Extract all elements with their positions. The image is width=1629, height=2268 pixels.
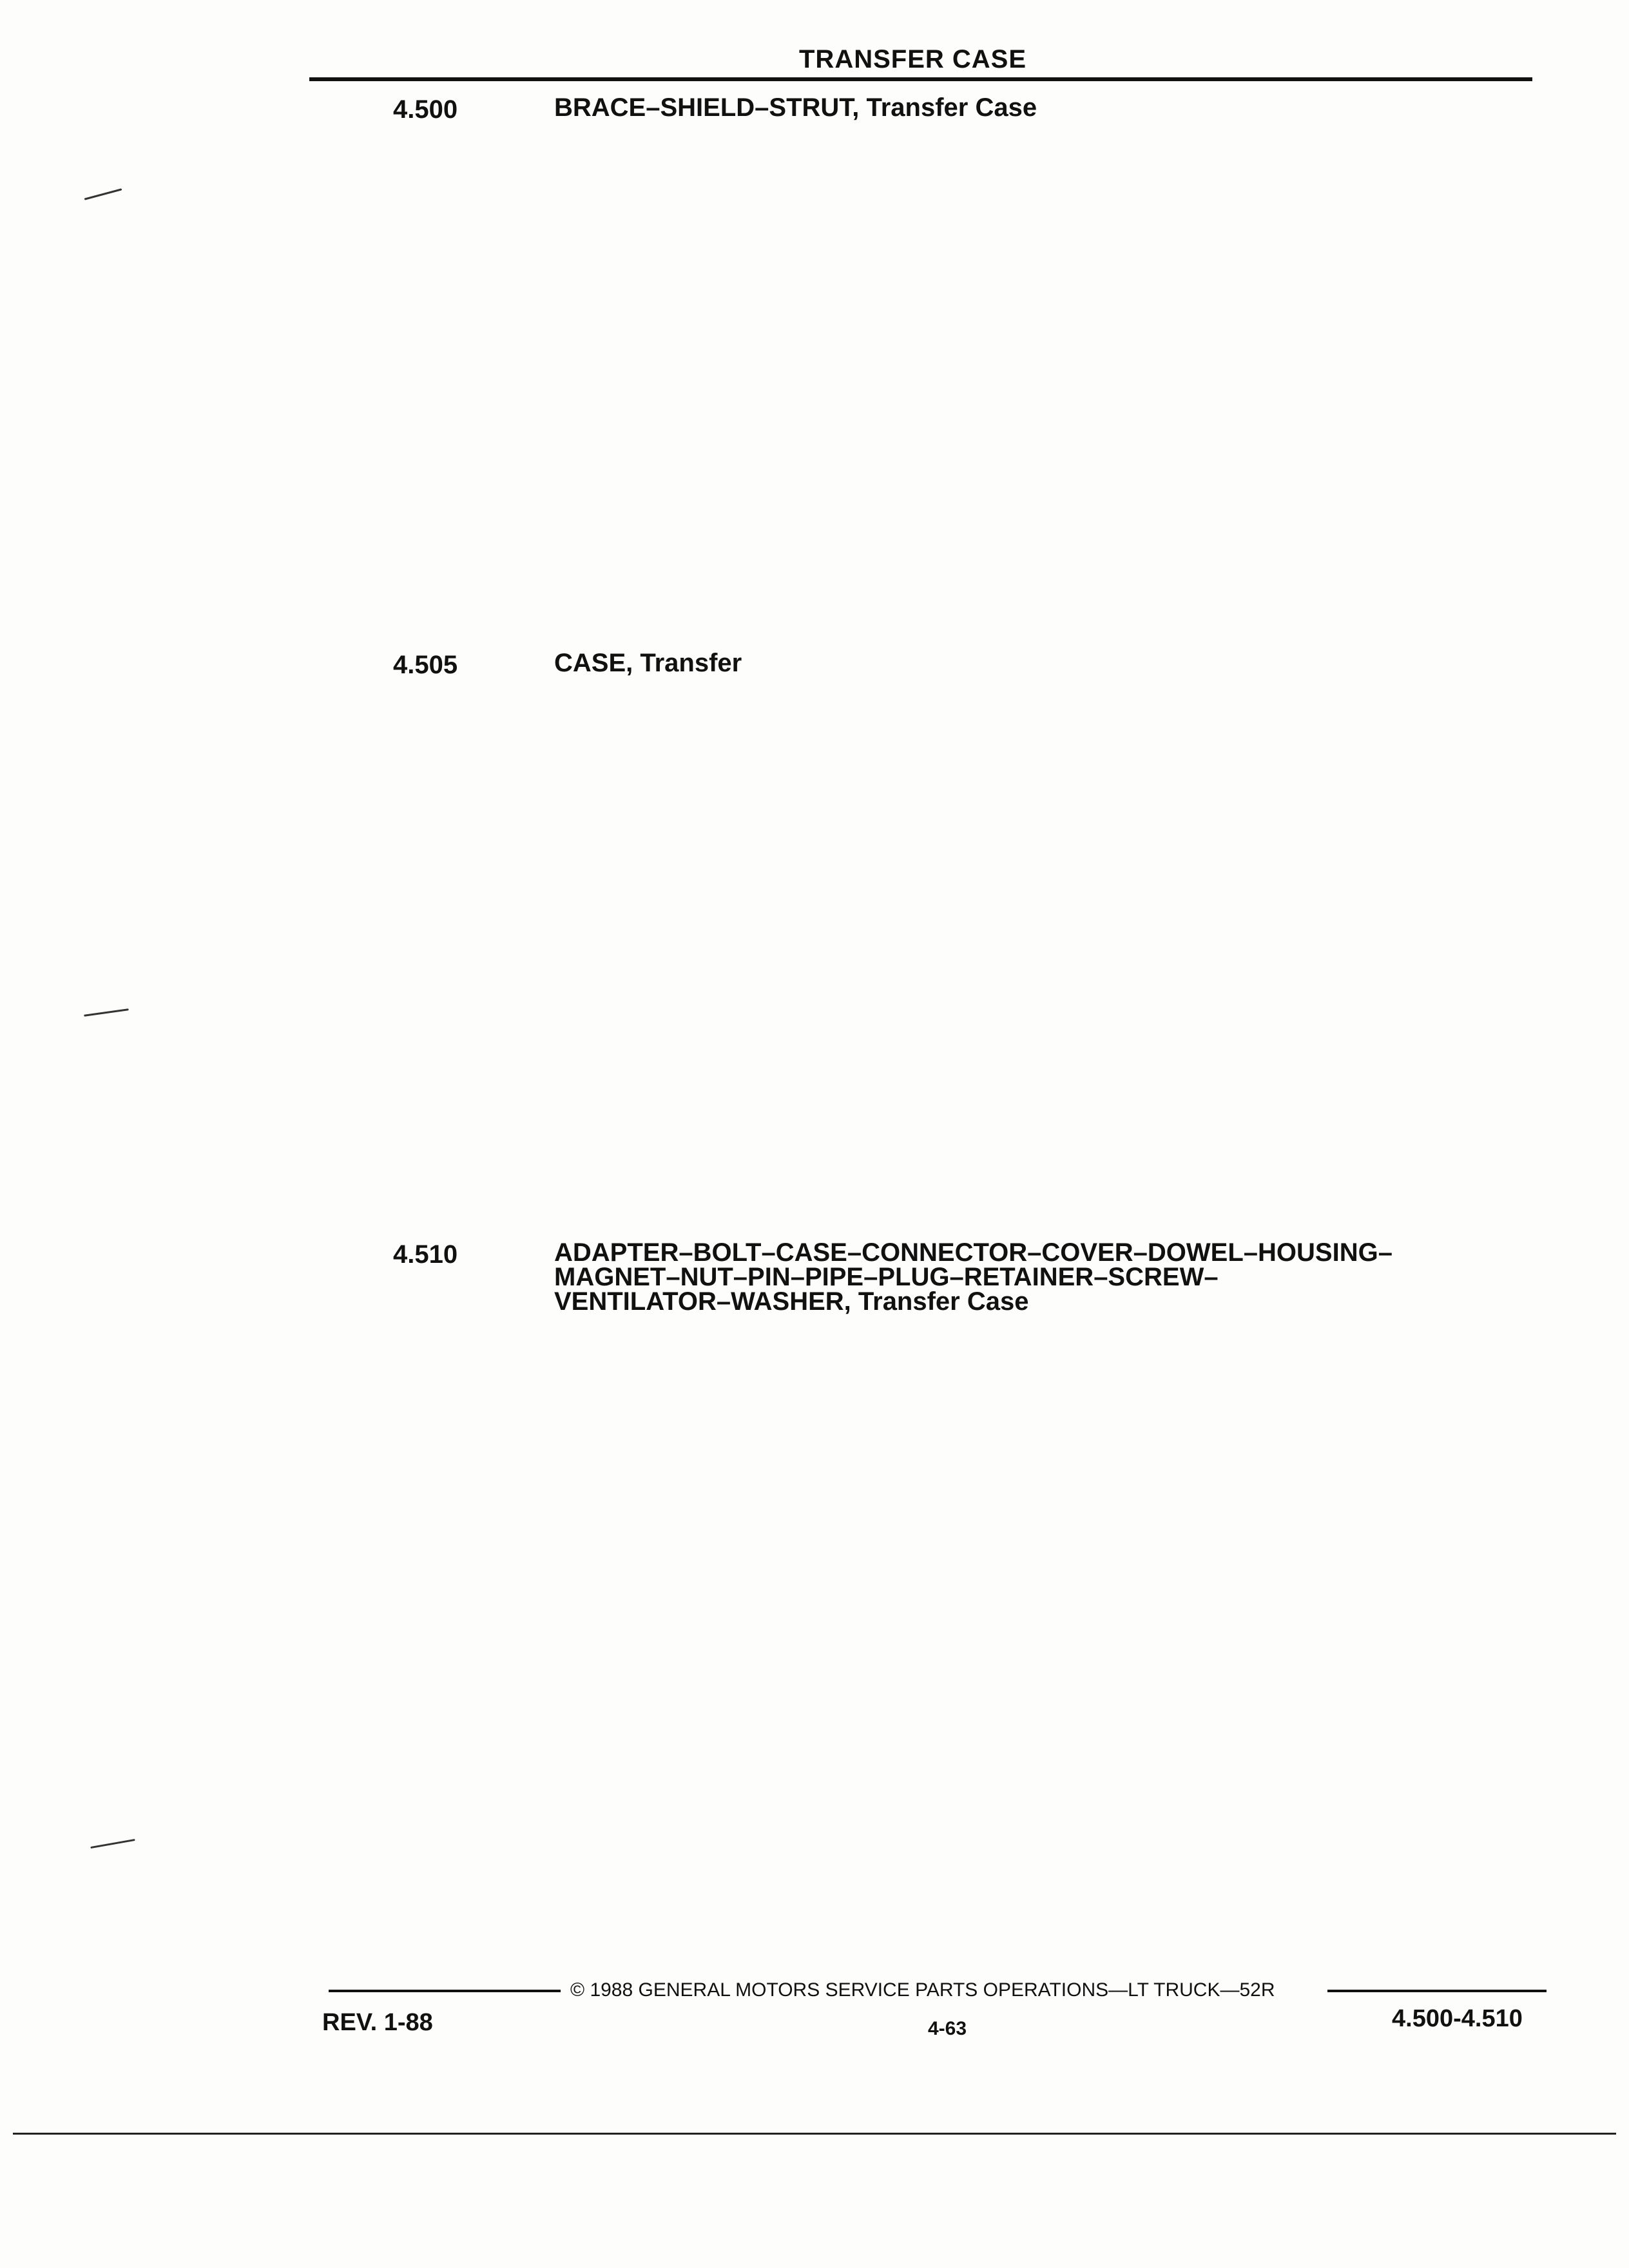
section-range: 4.500-4.510 bbox=[1392, 2005, 1523, 2032]
section-4.500 bbox=[309, 95, 1590, 675]
section-number: 4.505 bbox=[393, 651, 458, 679]
section-4.505 bbox=[309, 651, 1590, 1231]
footer-rule-left bbox=[329, 1990, 561, 1992]
footer-copyright: © 1988 GENERAL MOTORS SERVICE PARTS OPERATIONS—LT TRUCK—52R bbox=[570, 1979, 1275, 2001]
margin-mark bbox=[84, 188, 122, 200]
scan-edge-line bbox=[13, 2133, 1616, 2135]
margin-mark bbox=[84, 1008, 129, 1017]
section-number: 4.500 bbox=[393, 95, 458, 124]
section-title: BRACE–SHIELD–STRUT, Transfer Case bbox=[554, 93, 1037, 122]
section-number: 4.510 bbox=[393, 1240, 458, 1269]
section-4.510 bbox=[309, 1240, 1590, 1820]
margin-mark bbox=[90, 1839, 135, 1849]
section-title: CASE, Transfer bbox=[554, 649, 742, 677]
page-number: 4-63 bbox=[928, 2018, 967, 2039]
revision-label: REV. 1-88 bbox=[322, 2009, 433, 2036]
page-header bbox=[309, 45, 1532, 81]
footer-rule-right bbox=[1327, 1990, 1547, 1992]
page-title: TRANSFER CASE bbox=[799, 45, 1027, 73]
section-title: ADAPTER–BOLT–CASE–CONNECTOR–COVER–DOWEL–HOUSING– MAGNET–NUT–PIN–PIPE–PLUG–RETAINER–SCREW– VENTILATOR–WASHER, Transfer Case bbox=[554, 1238, 1393, 1316]
